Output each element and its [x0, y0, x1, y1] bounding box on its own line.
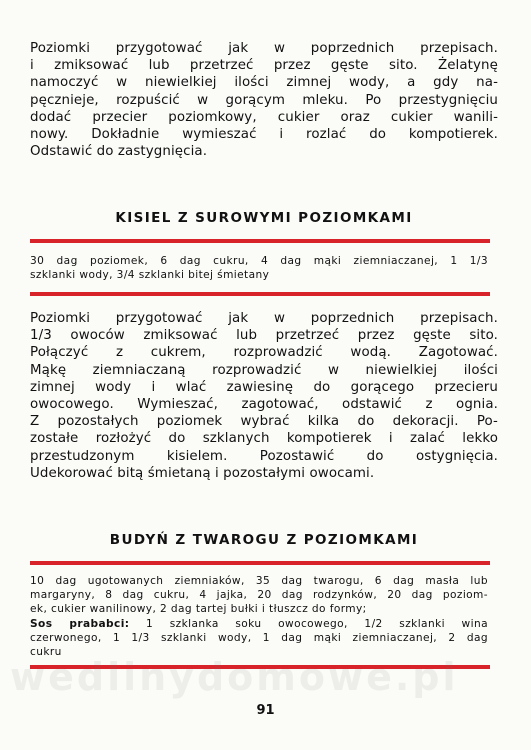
- method-paragraph: [30, 310, 498, 482]
- method-line: zimnej wody i wlać zawiesinę do gorącego przecieru: [30, 379, 498, 395]
- ingredients-line: 10 dag ugotowanych ziemniaków, 35 dag twarogu, 6 dag masła lub: [30, 575, 488, 587]
- method-line: Mąkę ziemniaczaną rozprowadzić w niewielkiej ilości: [30, 362, 498, 378]
- intro-line: nowy. Dokładnie wymieszać i rozlać do kompotierek.: [30, 127, 498, 143]
- method-line: 1/3 owoców zmiksować lub przetrzeć przez gęste sito.: [30, 328, 498, 344]
- divider: [30, 561, 490, 565]
- ingredients-line: margaryny, 8 dag cukru, 4 jajka, 20 dag rodzynków, 20 dag poziom-: [30, 589, 488, 602]
- divider: [30, 239, 490, 243]
- intro-line: dodać przecier poziomkowy, cukier oraz cukier wanili-: [30, 109, 498, 125]
- recipe-title: KISIEL Z SUROWYMI POZIOMKAMI: [115, 210, 413, 226]
- page-number: 91: [256, 703, 275, 718]
- watermark: wedlinydomowe.pl: [10, 655, 459, 699]
- method-line: Poziomki przygotować jak w poprzednich przepisach.: [30, 311, 498, 326]
- ingredients-line: 30 dag poziomek, 6 dag cukru, 4 dag mąki ziemniaczanej, 1 1/3: [30, 255, 488, 267]
- method-line: zostałe rozłożyć do szklanych kompotierek i zalać lekko: [30, 431, 498, 447]
- method-line: Udekorować bitą śmietaną i pozostałymi owocami.: [30, 465, 375, 481]
- method-line: owocowego. Wymieszać, zagotować, odstawić z ognia.: [30, 397, 498, 413]
- divider: [30, 292, 490, 296]
- intro-paragraph: [30, 40, 498, 160]
- ingredients-list: [30, 574, 488, 659]
- method-line: przestudzonym kisielem. Pozostawić do ostygnięcia.: [30, 448, 498, 464]
- method-line: Połączyć z cukrem, rozprowadzić wodą. Zagotować.: [30, 345, 498, 361]
- ingredients-line: ek, cukier wanilinowy, 2 dag tartej bułki i tłuszcz do formy;: [30, 603, 367, 616]
- intro-line: namoczyć w niewielkiej ilości zimnej wody, a gdy na-: [30, 75, 498, 91]
- sauce-text: 1 szklanka soku owocowego, 1/2 szklanki wina: [146, 617, 488, 630]
- intro-line: Odstawić do zastygnięcia.: [30, 144, 208, 160]
- ingredients-list: [30, 254, 488, 282]
- intro-line: Poziomki przygotować jak w poprzednich przepisach.: [30, 41, 498, 56]
- intro-line: i zmiksować lub przetrzeć przez gęste sito. Żelatynę: [30, 58, 498, 74]
- method-line: Z pozostałych poziomek wybrać kilka do dekoracji. Po-: [30, 414, 498, 430]
- sauce-label: Sos prababci:: [30, 617, 130, 630]
- sauce-line: [30, 617, 488, 631]
- ingredients-line: szklanki wody, 3/4 szklanki bitej śmietany: [30, 269, 270, 282]
- sauce-line: cukru: [30, 646, 62, 659]
- intro-line: pęcznieje, rozpuścić w gorącym mleku. Po przestygnięciu: [30, 92, 498, 108]
- recipe-title: BUDYŃ Z TWAROGU Z POZIOMKAMI: [109, 532, 419, 548]
- sauce-line: czerwonego, 1 1/3 szklanki wody, 1 dag mąki ziemniaczanej, 2 dag: [30, 631, 488, 644]
